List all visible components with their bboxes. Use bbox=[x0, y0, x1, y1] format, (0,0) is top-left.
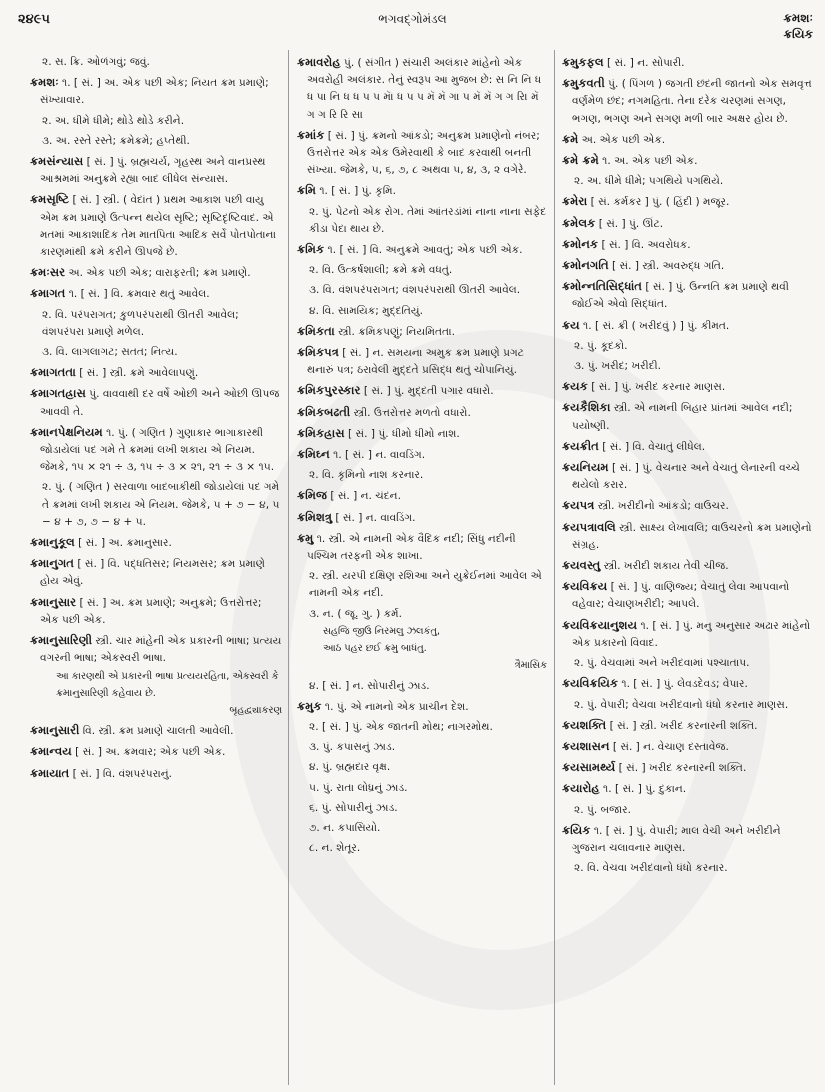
entry-sense bbox=[297, 262, 547, 279]
headword: ક્રમેલક bbox=[562, 215, 596, 230]
dictionary-entry bbox=[297, 509, 547, 527]
definition: [ સં. ] અ. ક્રમ પ્રમાણે; અનુક્રમે; ઉત્તરોત્તર; એક પછી એક. bbox=[40, 596, 262, 626]
column-middle bbox=[297, 54, 547, 860]
guide-word-first: ક્રમશઃ bbox=[783, 11, 813, 25]
entry-sense bbox=[562, 358, 814, 375]
sense-text: ૨. વિ. વેચવા ખરીદવાનો ધંધો કરનાર. bbox=[574, 862, 728, 875]
dictionary-entry bbox=[30, 385, 282, 420]
sense-text: ૨. સ. ક્રિ. ઓળંગવું; જવું. bbox=[42, 56, 150, 68]
sense-text: ૨. વિ. કૃમિનો નાશ કરનાર. bbox=[309, 469, 424, 482]
headword: ક્રમિકબઢતી bbox=[297, 404, 351, 419]
sense-text: ૨. અ. ધીમે ધીમે; પગથિયે પગથિયે. bbox=[574, 175, 724, 188]
dictionary-entry bbox=[562, 193, 814, 211]
entry-sense bbox=[297, 719, 547, 736]
dictionary-entry bbox=[562, 438, 814, 456]
dictionary-entry bbox=[562, 215, 814, 233]
running-title: ભગવદ્ગોમંડલ bbox=[378, 12, 447, 26]
headword: ક્રમોનગતિ bbox=[562, 258, 609, 273]
sense-text: ૮. ન. શેતૂર. bbox=[309, 842, 361, 855]
sense-text: ૩. વિ. વંશપરંપરાગત; વંશપરંપરાથી ઊતરી આવેલ. bbox=[309, 284, 521, 297]
dictionary-entry bbox=[562, 459, 814, 494]
definition: [ સં. ] ન. સોપારી. bbox=[603, 57, 685, 69]
definition: સ્ત્રી. એ નામની બિહાર પ્રાંતમાં આવેલ નદી; પયોષ્ણી. bbox=[572, 402, 793, 432]
column-divider bbox=[288, 50, 289, 1085]
entry-sense bbox=[297, 467, 547, 484]
dictionary-entry bbox=[30, 153, 282, 188]
definition: [ સં. ] ન. વેચાણ દસ્તાવેજ. bbox=[609, 740, 729, 753]
dictionary-entry bbox=[562, 675, 814, 693]
quotation-source: ત્રૈમાસિક bbox=[514, 660, 547, 672]
definition: સ્ત્રી. સાક્ષ્ય લેખાવલિ; વાઉચરનો ક્રમ પ્રમાણેનો સંગ્રહ. bbox=[572, 521, 812, 551]
dictionary-entry bbox=[562, 399, 814, 434]
headword: ક્રમાન્વય bbox=[30, 744, 72, 759]
definition: [ સં. ] વિ. વંશપરંપરાનું. bbox=[69, 767, 172, 780]
definition: [ સં. ] પું. બ્રહ્મચર્ય, ગૃહસ્થ અને વાનપ્રસ્થ આશ્રમમાં અનુક્રમે રહ્યા બાદ લીધેલ સંન્યાસ. bbox=[40, 156, 266, 186]
headword: ક્રમાગતતા bbox=[30, 365, 76, 380]
dictionary-entry bbox=[297, 446, 547, 464]
sense-text: ૨. પું. વેપારી; વેચવા ખરીદવાનો ધંધો કરનાર માણસ. bbox=[574, 698, 789, 711]
sense-text: ૨. પું. વેચવામાં અને ખરીદવામાં પશ્ચાતાપ. bbox=[574, 657, 750, 670]
entry-sense bbox=[297, 303, 547, 320]
definition: સ્ત્રી. ઉત્તરોત્તર મળતો વધારો. bbox=[350, 406, 471, 419]
definition: [ સં. ] પું. ખરીદ કરનાર માણસ. bbox=[587, 381, 726, 394]
headword: ક્રમસંન્યાસ bbox=[30, 154, 84, 169]
headword: ક્રયશક્તિ bbox=[562, 717, 607, 732]
dictionary-entry bbox=[297, 344, 547, 379]
definition: [ સં. ] સ્ત્રી. ક્રમે આવેલાપણું. bbox=[75, 367, 199, 380]
definition: વિ. સ્ત્રી. ક્રમ પ્રમાણે ચાલતી આવેલી. bbox=[79, 725, 234, 738]
entry-sense bbox=[30, 344, 282, 361]
definition: [ સં. કર્મકર ] પું. ( હિંદી ) મજૂર. bbox=[587, 196, 730, 209]
dictionary-entry bbox=[562, 822, 814, 857]
definition: પું. વાવવાથી દર વર્ષે ઓછી અને ઓછી ઊપજ આવવી તે. bbox=[40, 388, 280, 418]
headword: ક્રયસામર્થ્ય bbox=[562, 760, 616, 775]
definition: ૧. [ સં. ] પું. વેપારી; માલ વેચી અને ખરીદીને ગુજરાન ચલાવનાર માણસ. bbox=[572, 824, 781, 854]
dictionary-entry bbox=[562, 278, 814, 313]
definition: [ સં. ] વિ. અવરોધક. bbox=[598, 238, 691, 251]
definition: ૧. [ સં. ] પું. કૃમિ. bbox=[316, 185, 396, 198]
dictionary-entry bbox=[562, 257, 814, 275]
entry-sense bbox=[562, 802, 814, 819]
definition: ૧. પું. એ નામનો એક પ્રાચીન દેશ. bbox=[321, 700, 469, 713]
entry-sense bbox=[297, 840, 547, 857]
entry-sense bbox=[297, 739, 547, 756]
sense-text: ૨. વિ. ઉત્કર્ષશાલી; ક્રમે ક્રમે વધતું. bbox=[309, 264, 453, 277]
dictionary-entry bbox=[30, 74, 282, 109]
headword: ક્રમાંક bbox=[297, 127, 325, 142]
dictionary-entry bbox=[297, 530, 547, 565]
definition: ૧. પું. ( ગણિત ) ગુણાકાર ભાગાકારથી જોડાયેલાં પદ ગમે તે ક્રમમાં લખી શકાય એ નિયમ. જેમકે, ૧૫ × ૨૧ ÷ ૩, ૧૫ ÷ ૩ × ૨૧, ૨૧ ÷ ૩ × ૧૫. bbox=[40, 426, 275, 474]
headword: ક્રમિશત્રુ bbox=[297, 509, 333, 524]
dictionary-entry bbox=[297, 404, 547, 422]
headword: ક્રમેરા bbox=[562, 194, 588, 209]
dictionary-entry bbox=[562, 54, 814, 72]
dictionary-entry bbox=[562, 717, 814, 735]
definition: ૧. અ. એક પછી એક. bbox=[598, 155, 698, 168]
dictionary-entry bbox=[30, 285, 282, 303]
sense-text: ૭. ન. કપાસિયો. bbox=[309, 821, 381, 834]
headword: ક્રમિકપુરસ્કાર bbox=[297, 383, 361, 398]
definition: ૧. [ સં. ] વિ. ક્રમવાર થતું આવેલ. bbox=[65, 288, 210, 301]
entry-sense bbox=[30, 133, 282, 150]
dictionary-entry bbox=[562, 317, 814, 335]
page-header bbox=[0, 0, 825, 48]
headword: ક્રમિકતા bbox=[297, 323, 335, 338]
dictionary-entry bbox=[30, 765, 282, 783]
dictionary-entry bbox=[297, 425, 547, 443]
quotation-source: બૃહદ્વ્યાકરણ bbox=[229, 704, 282, 716]
definition: [ સં. ] સ્ત્રી. અવરુદ્ધ ગતિ. bbox=[608, 260, 725, 273]
definition: [ સં. ] ન. વાવડિંગ. bbox=[332, 511, 416, 524]
dictionary-entry bbox=[562, 557, 814, 575]
column-right bbox=[562, 54, 814, 880]
headword: ક્રયવિક્રયાનુશય bbox=[562, 617, 638, 632]
headword: ક્રમાવરોહ bbox=[297, 55, 341, 69]
dictionary-entry bbox=[297, 127, 547, 180]
dictionary-entry bbox=[562, 780, 814, 798]
dictionary-entry bbox=[562, 236, 814, 254]
definition: [ સં. ] ખરીદ કરનારની શક્તિ. bbox=[615, 762, 747, 775]
dictionary-entry bbox=[562, 152, 814, 170]
headword: ક્રમાનુકૂલ bbox=[30, 535, 75, 550]
definition: [ સં. ] ન. સમયના અમુક ક્રમ પ્રમાણે પ્રગટ થનારું પત્ર; ઠરાવેલી મુદ્દતે પ્રસિદ્ધ થતું ચોપાનિયું. bbox=[307, 347, 524, 377]
headword: ક્રમાનુસારી bbox=[30, 723, 80, 738]
definition: સ્ત્રી. ખરીદીનો આંકડો; વાઉચર. bbox=[594, 500, 729, 513]
headword: ક્રમિકહ્રાસ bbox=[297, 425, 345, 440]
sense-text: ૩. અ. રસ્તે રસ્તે; ક્રમેક્રમે; હપ્તેથી. bbox=[42, 134, 190, 147]
sense-text: ૬. પું. સોપારીનું ઝાડ. bbox=[309, 801, 398, 814]
headword: ક્રમુ bbox=[297, 530, 314, 545]
entry-sense bbox=[562, 338, 814, 355]
dictionary-entry bbox=[30, 594, 282, 629]
headword: ક્રમાનુસારિણી bbox=[30, 633, 93, 648]
definition: [ સં. ] પું. મુદ્દતી પગાર વધારો. bbox=[360, 385, 494, 398]
definition: ૧. [ સં. ] પું. મનુ અનુસાર અઢાર માંહેનો એક પ્રકારનો વિવાદ. bbox=[572, 619, 811, 649]
sense-text: ૨. અ. ધીમે ધીમે; થોડે થોડે કરીને. bbox=[42, 114, 185, 127]
entry-sense bbox=[30, 479, 282, 531]
entry-sense bbox=[297, 759, 547, 776]
headword: ક્રયકૈશિકા bbox=[562, 400, 611, 415]
headword: ક્રયક્રીત bbox=[562, 438, 599, 453]
dictionary-entry bbox=[297, 382, 547, 400]
dictionary-entry bbox=[30, 722, 282, 740]
dictionary-entry bbox=[562, 738, 814, 756]
headword: ક્રયારોહ bbox=[562, 781, 600, 796]
sense-text: ૫. પું. રાતા લોધ્રનું ઝાડ. bbox=[309, 781, 408, 794]
sense-text: ૨. વિ. પરંપરાગત; કુળપરંપરાથી ઊતરી આવેલ; વંશપરંપરા પ્રમાણે મળેલ. bbox=[42, 308, 239, 338]
dictionary-entry bbox=[562, 497, 814, 515]
entry-sense bbox=[562, 655, 814, 672]
definition: ૧. [ સં. ] વિ. અનુક્રમે આવતું; એક પછી એક. bbox=[324, 244, 523, 257]
headword: ક્રમિજ bbox=[297, 488, 327, 503]
headword: ક્રયક bbox=[562, 379, 588, 394]
dictionary-entry bbox=[30, 534, 282, 552]
dictionary-entry bbox=[30, 632, 282, 719]
dictionary-entry bbox=[30, 555, 282, 590]
definition: [ સં. ] પું. ધીમો ધીમો નાશ. bbox=[344, 427, 460, 440]
sense-text: ૨. [ સં. ] પું. એક જાતની મોથ; નાગરમોથ. bbox=[309, 720, 493, 733]
entry-sense bbox=[297, 204, 547, 238]
sense-text: ૨. પું. પેટનો એક રોગ. તેમાં આંતરડાંમાં નાના નાના સફેદ કીડા પેદા થાય છે. bbox=[309, 205, 547, 235]
dictionary-entry bbox=[562, 617, 814, 652]
definition: [ સં. ] સ્ત્રી. ( વેદાંત ) પ્રથમ આકાશ પછી વાયુ એમ ક્રમ પ્રમાણે ઉત્પન્ન થયેલ સૃષ્ટિ; સૃષ્ટિદૃષ્ટિવાદ. એ મતમાં આકાશાદિક તેમ માતપિતા આદિક સર્વે પોતપોતાના કારણમાંથી ક્રમે કરીને ઊપજે છે. bbox=[40, 194, 277, 259]
definition: [ સં. ] પું. ક્રમનો આંકડો; અનુક્રમ પ્રમાણેનો નંબર; ઉત્તરોત્તર એક એક ઉમેરવાથી કે બાદ કરવાથી બનતી સંખ્યા. જેમકે, ૫, ૬, ૭, ૮ અથવા ૫, ૪, ૩, ૨ વગેરે. bbox=[307, 129, 540, 177]
entry-sense bbox=[297, 606, 547, 675]
entry-sense bbox=[297, 568, 547, 602]
definition: [ સં. ] પું. ઉન્નતિ ક્રમ પ્રમાણે થવી જોઈએ એવો સિદ્ધાંત. bbox=[572, 281, 789, 311]
headword: ક્રમસૃષ્ટિ bbox=[30, 192, 70, 207]
definition: ૧. [ સં. ] ન. વાવડિંગ. bbox=[329, 449, 426, 462]
quotation: આ કારણથી એ પ્રકારની ભાષા પ્રત્યયરહિતા, એકસ્વરી કે ક્રમાનુસારિણી કહેવાય છે. bbox=[56, 670, 279, 699]
dictionary-entry bbox=[297, 487, 547, 505]
headword: ક્રમુકવતી bbox=[562, 76, 605, 91]
definition: ૧. [ સં. ક્રી ( ખરીદવું ) ] પું. કીમત. bbox=[579, 319, 730, 332]
headword: ક્રમુક bbox=[297, 698, 322, 713]
dictionary-entry bbox=[562, 578, 814, 613]
sense-text: ૩. ન. ( જૂ. ગુ. ) કર્મ. bbox=[309, 607, 402, 620]
entry-sense bbox=[297, 800, 547, 817]
headword: ક્રય bbox=[562, 317, 580, 332]
entry-sense bbox=[30, 54, 282, 71]
entry-sense bbox=[297, 678, 547, 695]
sense-text: ૨. પું. ( ગણિત ) સરવાળા બાદબાકીથી જોડાયેલાં પદ ગમે તે ક્રમમાં લખી શકાય એ નિયમ. જેમકે, ૫ + ૭ − ૪, ૫ − ૪ + ૭, ૭ − ૪ + ૫. bbox=[42, 481, 280, 528]
definition: [ સં. ] વિ. વેચાતું લીધેલ. bbox=[598, 440, 706, 453]
headword: ક્રયિક bbox=[562, 822, 591, 837]
sense-text: ૪. [ સં. ] ન. સોપારીનું ઝાડ. bbox=[309, 679, 430, 692]
headword: ક્રમાનુગત bbox=[30, 556, 74, 571]
definition: ૧. [ સં. ] અ. એક પછી એક; નિયત ક્રમ પ્રમાણે; સંખ્યાવાર. bbox=[40, 77, 269, 107]
headword: ક્રમુકફલ bbox=[562, 55, 604, 69]
headword: ક્રમાનપેક્ષનિયમ bbox=[30, 424, 103, 439]
headword: ક્રયવિક્રય bbox=[562, 579, 608, 594]
dictionary-entry bbox=[562, 378, 814, 396]
headword: ક્રયવિક્રયિક bbox=[562, 676, 619, 691]
definition: [ સં. ] અ. ક્રમાનુસાર. bbox=[74, 537, 172, 550]
headword: ક્રમશઃ bbox=[30, 75, 59, 90]
dictionary-entry bbox=[297, 54, 547, 124]
dictionary-entry bbox=[562, 759, 814, 777]
dictionary-entry bbox=[562, 75, 814, 128]
sense-text: ૪. વિ. સામયિક; મુદ્દતિયું. bbox=[309, 304, 423, 317]
definition: પું. ( પિંગળ ) જગતી છંદની જાતનો એક સમવૃત્ત વર્ણમેળ છંદ; નગમહિતા. તેના દરેક ચરણમાં સગણ, ભગણ, ભગણ અને સગણ મળી બાર અક્ષર હોય છે. bbox=[572, 78, 812, 125]
headword: ક્રયશાસન bbox=[562, 738, 610, 753]
definition: પું. ( સંગીત ) સંચારી અલંકાર માંહેનો એક અવરોહી અલંકાર. તેનું સ્વરૂપ આ મુજબ છે: સ નિ નિ ધ ધ પ। નિ ધ ધ પ પ મૅ। ધ પ પ મૅ મૅ ગ। પ મૅ મૅ ગ ગ રિ। મૅ ગ ગ રિ રિ સ। bbox=[307, 57, 542, 121]
definition: [ સં. ] અ. ક્રમવાર; એક પછી એક. bbox=[71, 746, 226, 759]
definition: ૧. [ સં. ] પું. લેવડદેવડ; વેપાર. bbox=[618, 678, 748, 691]
dictionary-entry bbox=[297, 182, 547, 200]
column-left bbox=[30, 54, 282, 786]
headword: ક્રમિ bbox=[297, 183, 316, 198]
entry-sense bbox=[297, 282, 547, 299]
dictionary-entry bbox=[562, 519, 814, 554]
dictionary-entry bbox=[30, 264, 282, 282]
guide-words bbox=[783, 10, 813, 42]
column-divider bbox=[554, 50, 555, 1085]
headword: ક્રયવસ્તુ bbox=[562, 558, 601, 573]
headword: ક્રમિઘ્ન bbox=[297, 447, 330, 462]
dictionary-entry bbox=[30, 743, 282, 761]
definition: સ્ત્રી. ક્રમિકપણું; નિયમિતતા. bbox=[334, 325, 455, 338]
dictionary-entry bbox=[297, 241, 547, 259]
sense-text: ૨. સ્ત્રી. યરપી દક્ષિણ રશિઆ અને યુક્રેઈનમાં આવેલ એ નામની એક નદી. bbox=[309, 570, 542, 600]
headword: ક્રમઃસર bbox=[30, 265, 66, 280]
dictionary-entry bbox=[30, 424, 282, 477]
headword: ક્રમાનુસાર bbox=[30, 594, 77, 609]
definition: [ સં. ] સ્ત્રી. ખરીદ કરનારની શક્તિ. bbox=[606, 719, 758, 732]
definition: સ્ત્રી. ખરીદી શકાય તેવી ચીજ. bbox=[600, 560, 729, 573]
entry-sense bbox=[30, 113, 282, 130]
definition: [ સં. ] પું. વાણિજ્ય; વેચાતું લેવા આપવાનો વહેવાર; વેચાણખરીદી; આપલે. bbox=[572, 581, 790, 611]
definition: અ. એક પછી એક. bbox=[578, 133, 666, 146]
quotation-line: સહજિ જીઉ નિરમલુ ઝલકંતુ, bbox=[323, 625, 440, 637]
sense-text: ૪. પું. બ્રહ્મદાર વૃક્ષ. bbox=[309, 761, 391, 774]
definition: ૧. સ્ત્રી. એ નામની એક વૈદિક નદી; સિંધુ નદીની પશ્ચિમ તરફની એક શાખા. bbox=[307, 532, 516, 563]
headword: ક્રમાયાત bbox=[30, 765, 70, 780]
sense-text: ૩. વિ. લાગલાગટ; સતત; નિત્ય. bbox=[42, 346, 178, 359]
entry-sense bbox=[297, 780, 547, 797]
dictionary-entry bbox=[30, 191, 282, 261]
guide-word-last: ક્રયિક bbox=[783, 27, 813, 41]
headword: ક્રમે ક્રમે bbox=[562, 153, 599, 168]
headword: ક્રમાગતહ્રાસ bbox=[30, 386, 86, 401]
headword: ક્રમાગત bbox=[30, 286, 66, 301]
quotation-line: આઠ પહર છઈ ક્રમુ બાધંતુ. bbox=[323, 643, 427, 655]
headword: ક્રમિક bbox=[297, 242, 325, 257]
definition: [ સં. ] ન. ચંદન. bbox=[326, 490, 401, 503]
definition: [ સં. ] વિ. પદ્ધતિસર; નિયમસર; ક્રમ પ્રમાણે હોય એવું. bbox=[40, 558, 265, 588]
headword: ક્રમોનક bbox=[562, 236, 599, 251]
dictionary-entry bbox=[297, 698, 547, 716]
entry-sense bbox=[562, 697, 814, 714]
entry-sense bbox=[562, 860, 814, 877]
headword: ક્રમે bbox=[562, 131, 579, 146]
entry-sense bbox=[562, 173, 814, 190]
sense-text: ૩. પું. ખરીદ; ખરીદી. bbox=[574, 360, 662, 373]
definition: અ. એક પછી એક; વારાફરતી; ક્રમ પ્રમાણે. bbox=[65, 267, 251, 280]
headword: ક્રયનિયમ bbox=[562, 460, 609, 475]
headword: ક્રયપત્રાવલિ bbox=[562, 519, 616, 534]
definition: ૧. [ સં. ] પું. દુકાન. bbox=[599, 783, 687, 796]
dictionary-entry bbox=[297, 323, 547, 341]
entry-sense bbox=[30, 307, 282, 341]
dictionary-entry bbox=[562, 131, 814, 149]
headword: ક્રમિકપત્ર bbox=[297, 345, 339, 360]
headword: ક્રયપત્ર bbox=[562, 498, 595, 513]
dictionary-entry bbox=[30, 364, 282, 382]
sense-text: ૨. પું. બજાર. bbox=[574, 803, 632, 816]
sense-text: ૨. પું. કૂદકો. bbox=[574, 339, 628, 352]
sense-text: ૩. પું. કપાસનું ઝાડ. bbox=[309, 741, 396, 754]
page-number: ૨૪૯૫ bbox=[18, 12, 50, 27]
definition: સ્ત્રી. ચાર માંહેની એક પ્રકારની ભાષા; પ્રત્યય વગરની ભાષા; એકસ્વરી ભાષા. bbox=[40, 635, 282, 665]
headword: ક્રમોન્નતિસિદ્ધાંત bbox=[562, 279, 642, 294]
definition: [ સં. ] પું. વેચનાર અને વેચાતું લેનારની વચ્ચે થયેલો કરાર. bbox=[572, 462, 800, 492]
definition: [ સં. ] પું. ઊંટ. bbox=[595, 217, 664, 230]
entry-sense bbox=[297, 820, 547, 837]
